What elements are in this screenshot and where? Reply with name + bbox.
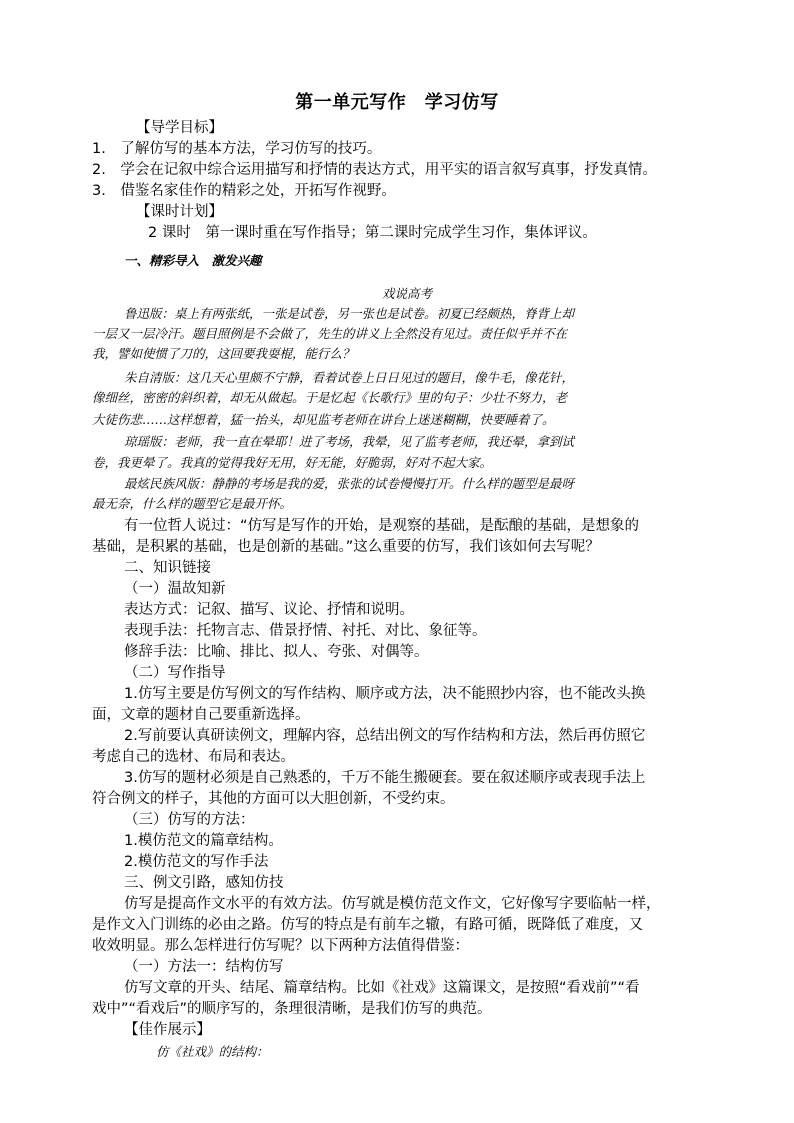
subsection-heading: （一）温故知新 (124, 581, 226, 597)
paragraph-line: 一层又一层冷汗。题目照例是不会做了，先生的讲义上全然没有见过。责任似乎并不在 (92, 326, 568, 341)
paragraph-line: 是作文入门训练的必由之路。仿写的特点是有前车之辙，有路可循，既降低了难度，又 (92, 917, 643, 933)
paragraph-line: 面，文章的题材自己要重新选择。 (92, 707, 310, 723)
objective-item: 3. 借鉴名家佳作的精彩之处，开拓写作视野。 (92, 183, 396, 199)
paragraph-line: 表现手法：托物言志、借景抒情、衬托、对比、象征等。 (124, 623, 487, 639)
section-heading: 【导学目标】 (136, 120, 223, 136)
paragraph-line: 最炫民族风版：静静的考场是我的爱，张张的试卷慢慢打开。什么样的题型是最呀 (124, 476, 575, 491)
passage-title: 戏说高考 (382, 286, 433, 301)
objective-item: 2. 学会在记叙中综合运用描写和抒情的表达方式，用平实的语言叙写真事，抒发真情。 (92, 162, 657, 178)
paragraph-line: 有一位哲人说过：“仿写是写作的开始，是观察的基础，是酝酿的基础，是想象的 (124, 518, 640, 534)
paragraph-line: 我，譬如使惯了刀的，这回要我耍棍，能行么？ (92, 346, 355, 361)
paragraph-line: 1.模仿范文的篇章结构。 (124, 833, 283, 849)
section-heading: 【课时计划】 (136, 204, 223, 220)
paragraph-line: 2.模仿范文的写作手法 (124, 854, 269, 870)
paragraph-line: 修辞手法：比喻、排比、拟人、夸张、对偶等。 (124, 644, 429, 660)
paragraph-line: 朱自清版：这几天心里颇不宁静，看着试卷上日日见过的题目，像牛毛，像花针， (124, 370, 575, 385)
paragraph-line: 仿写是提高作文水平的有效方法。仿写就是模仿范文作文，它好像写字要临帖一样， (124, 896, 661, 912)
section-heading: 一、精彩导入 激发兴趣 (124, 253, 262, 268)
paragraph-line: 大徒伤悲……这样想着，猛一抬头，却见监考老师在讲台上迷迷糊糊，快要睡着了。 (92, 412, 555, 427)
paragraph-line: 符合例文的样子，其他的方面可以大胆创新，不受约束。 (92, 791, 455, 807)
subsection-heading: （二）写作指导 (124, 665, 226, 681)
subsection-heading: （一）方法一：结构仿写 (124, 959, 284, 975)
paragraph-line: 卷，我更晕了。我真的觉得我好无用，好无能，好脆弱，好对不起大家。 (92, 455, 493, 470)
paragraph-line: 戏中”“看戏后”的顺序写的，条理很清晰，是我们仿写的典范。 (92, 1001, 492, 1017)
paragraph-line: 2.写前要认真研读例文，理解内容，总结出例文的写作结构和方法，然后再仿照它 (124, 728, 646, 744)
paragraph-line: 琼瑶版：老师，我一直在晕耶！进了考场，我晕，见了监考老师，我还晕，拿到试 (124, 434, 575, 449)
section-heading: 【佳作展示】 (124, 1022, 211, 1038)
paragraph-line: 仿《社戏》的结构： (156, 1044, 269, 1059)
paragraph-line: 表达方式：记叙、描写、议论、抒情和说明。 (124, 602, 414, 618)
page-title: 第一单元写作 学习仿写 (295, 92, 499, 113)
paragraph-line: 仿写文章的开头、结尾、篇章结构。比如《社戏》这篇课文，是按照“看戏前”“看 (124, 980, 640, 996)
section-heading: 二、知识链接 (124, 560, 211, 576)
paragraph-line: 1.仿写主要是仿写例文的写作结构、顺序或方法，决不能照抄内容，也不能改头换 (124, 686, 646, 702)
section-heading: 三、例文引路，感知仿技 (124, 875, 284, 891)
paragraph-line: 考虑自己的选材、布局和表达。 (92, 749, 295, 765)
paragraph-line: 收效明显。那么怎样进行仿写呢？以下两种方法值得借鉴： (92, 938, 469, 954)
paragraph-line: 像细丝，密密的斜织着，却无从做起。于是忆起《长歌行》里的句子：少壮不努力，老 (92, 390, 568, 405)
subsection-heading: （三）仿写的方法： (124, 812, 255, 828)
paragraph-line: 3.仿写的题材必须是自己熟悉的，千万不能生搬硬套。要在叙述顺序或表现手法上 (124, 770, 646, 786)
objective-item: 1. 了解仿写的基本方法，学习仿写的技巧。 (92, 141, 382, 157)
paragraph-line: 2 课时 第一课时重在写作指导；第二课时完成学生习作，集体评议。 (148, 225, 597, 241)
paragraph-line: 最无奈，什么样的题型它是最开怀。 (92, 496, 293, 511)
paragraph-line: 基础，是积累的基础，也是创新的基础。”这么重要的仿写，我们该如何去写呢？ (92, 539, 600, 555)
paragraph-line: 鲁迅版：桌上有两张纸，一张是试卷，另一张也是试卷。初夏已经颇热，脊背上却 (124, 306, 575, 321)
